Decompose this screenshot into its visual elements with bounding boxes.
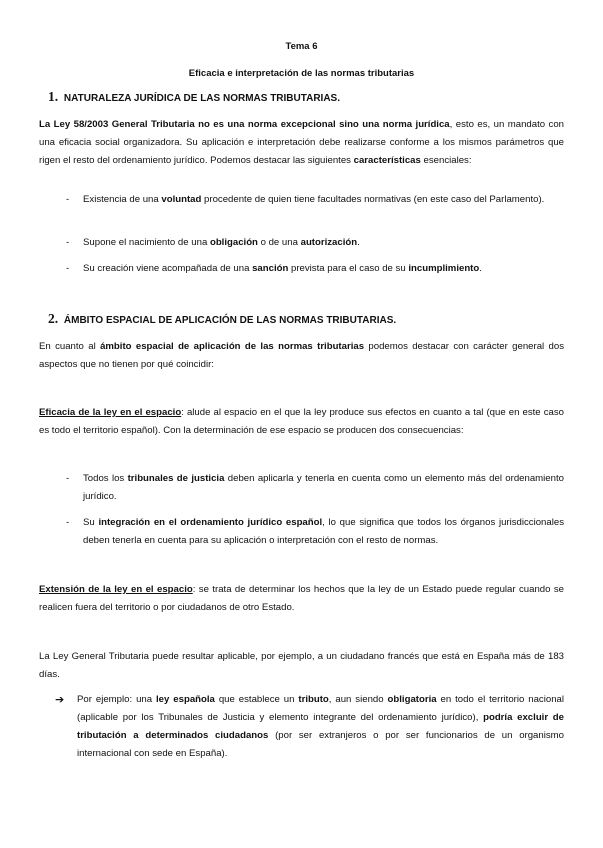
- dash-bullet: -: [66, 263, 70, 274]
- underlined-term: Eficacia de la ley en el espacio: [39, 407, 182, 418]
- section-2-number: 2.: [48, 311, 59, 326]
- arrow-right-icon: ➔: [55, 694, 65, 706]
- section-1-title: NATURALEZA JURÍDICA DE LAS NORMAS TRIBUTARIAS.: [63, 93, 341, 104]
- section-1-paragraph: [39, 116, 564, 170]
- text: prevista para el caso de su: [288, 263, 409, 274]
- list-item: [66, 191, 564, 209]
- bold-text: sanción: [252, 263, 289, 274]
- bold-text: obligatoria: [387, 694, 437, 705]
- text: Todos los: [83, 473, 128, 484]
- text: que establece un: [214, 694, 299, 705]
- lgt-paragraph: La Ley General Tributaria puede resultar aplicable, por ejemplo, a un ciudadano francés que está en España más de 183 días.: [39, 651, 564, 680]
- text: deben aplicarla y tenerla en cuenta como un elemento más del ordenamiento jurídico.: [83, 473, 564, 502]
- text: o de una: [257, 237, 301, 248]
- section-1-number: 1.: [48, 89, 59, 104]
- topic-title: Eficacia e interpretación de las normas tributarias: [188, 68, 415, 79]
- bold-text: La Ley 58/2003 General Tributaria no es una norma excepcional sino una norma jurídica: [39, 119, 450, 130]
- text: (por ser extranjeros o por ser funcionarios de un organismo internacional con sede en España).: [77, 730, 564, 759]
- list-item: [66, 260, 564, 278]
- bold-text: incumplimiento: [408, 263, 480, 274]
- text: , esto es, un mandato con una eficacia social organizadora. Su aplicación e interpretación debe realizarse conforme a los mismos parámetros que rigen el resto del ordenamiento jurídico. Podemos destacar las siguientes: [39, 119, 564, 166]
- example-item: [55, 691, 564, 763]
- bold-text: características: [353, 155, 421, 166]
- text: podemos destacar con carácter general dos aspectos que no tienen por qué coincidir:: [39, 341, 564, 370]
- text: , lo que significa que todos los órganos jurisdiccionales deben tenerla en cuenta para su aplicación o interpretación con el resto de normas.: [83, 517, 564, 546]
- bold-text: tributo: [298, 694, 329, 705]
- text: Existencia de una: [83, 194, 162, 205]
- list-item: [66, 234, 564, 252]
- bold-text: ámbito espacial de aplicación de las normas tributarias: [100, 341, 365, 352]
- bold-text: tribunales de justicia: [127, 473, 225, 484]
- section-2-intro: [39, 338, 564, 374]
- list-item: [66, 470, 564, 506]
- text: Su creación viene acompañada de una: [83, 263, 253, 274]
- dash-bullet: -: [66, 194, 70, 205]
- text: : se trata de determinar los hechos que la ley de un Estado puede regular cuando se realicen fuera del territorio o por ciudadanos de otro Estado.: [39, 584, 564, 613]
- text: Supone el nacimiento de una: [83, 237, 210, 248]
- dash-bullet: -: [66, 473, 70, 484]
- dash-bullet: -: [66, 237, 70, 248]
- text: en todo el territorio nacional (aplicable por los Tribunales de Justicia y elemento integrante del ordenamiento jurídico),: [77, 694, 564, 723]
- text: .: [479, 263, 482, 274]
- section-2-title: ÁMBITO ESPACIAL DE APLICACIÓN DE LAS NORMAS TRIBUTARIAS.: [63, 315, 397, 326]
- topic-number: Tema 6: [285, 41, 318, 52]
- bold-text: podría excluir de tributación a determinados ciudadanos: [77, 712, 564, 741]
- text: En cuanto al: [39, 341, 101, 352]
- section-2-heading: [48, 311, 396, 327]
- text: .: [357, 237, 360, 248]
- text: , aun siendo: [328, 694, 388, 705]
- bold-text: obligación: [209, 237, 258, 248]
- bold-text: ley española: [156, 694, 215, 705]
- underlined-term: Extensión de la ley en el espacio: [39, 584, 193, 595]
- text: procedente de quien tiene facultades normativas (en este caso del Parlamento).: [201, 194, 545, 205]
- text: : alude al espacio en el que la ley produce sus efectos en cuanto a tal (que en este caso es todo el territorio español). Con la determinación de ese espacio se producen dos consecuencias:: [39, 407, 564, 436]
- bold-text: integración en el ordenamiento jurídico español: [98, 517, 323, 528]
- list-item: [66, 514, 564, 550]
- bold-text: autorización: [300, 237, 358, 248]
- section-1-heading: [48, 89, 340, 105]
- extension-paragraph: [39, 581, 564, 617]
- bold-text: voluntad: [161, 194, 202, 205]
- eficacia-paragraph: [39, 404, 564, 440]
- text: esenciales:: [420, 155, 472, 166]
- dash-bullet: -: [66, 517, 70, 528]
- text: Por ejemplo: una: [77, 694, 157, 705]
- text: Su: [83, 517, 99, 528]
